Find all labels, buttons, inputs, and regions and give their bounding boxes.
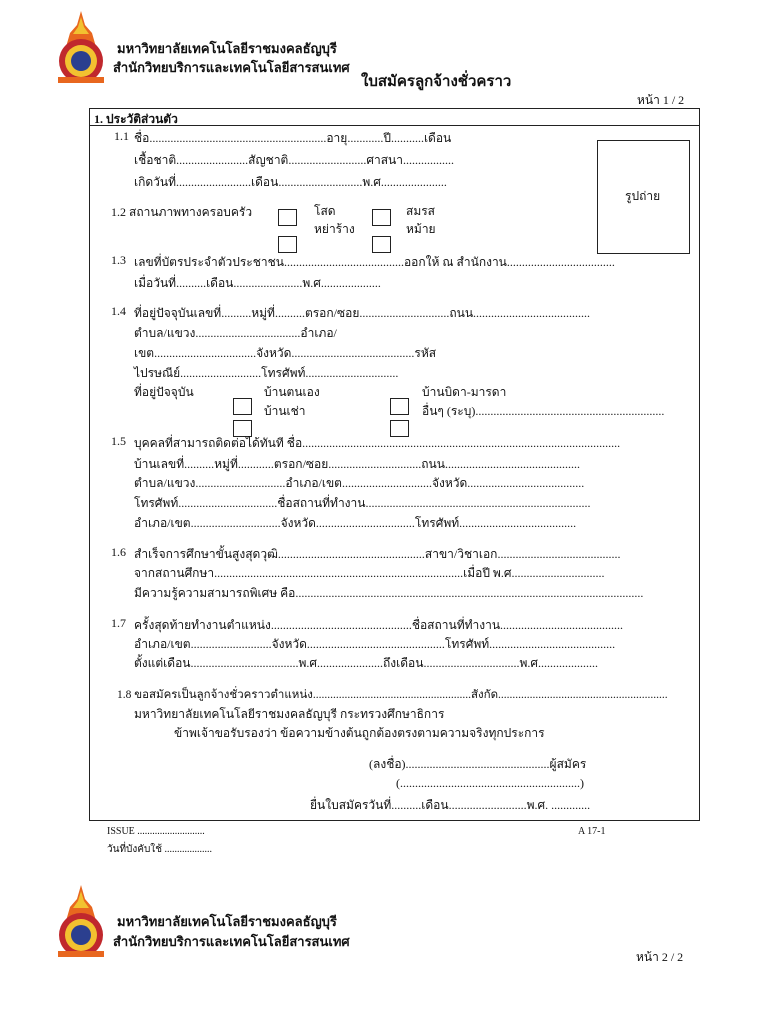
divorced-checkbox[interactable]	[278, 236, 297, 253]
issue-line: ISSUE ...........................	[107, 826, 205, 837]
form-title: ใบสมัครลูกจ้างชั่วคราว	[361, 74, 512, 90]
page-number-page2: หน้า 2 / 2	[636, 950, 684, 964]
effective-date-line: วันที่บังคับใช้ ...................	[107, 844, 212, 855]
parents-house-label: บ้านบิดา-มารดา	[422, 385, 507, 399]
office-name-page2: สำนักวิทยบริการและเทคโนโลยีสารสนเทศ	[113, 934, 350, 949]
single-checkbox[interactable]	[278, 209, 297, 226]
own-house-checkbox[interactable]	[233, 398, 252, 415]
current-address-line[interactable]: ที่อยู่ปัจจุบันเลขที่..........หมู่ที่..........ตรอก/ซอย..............................ถนน.......................................	[134, 306, 591, 320]
last-work-location-line[interactable]: อำเภอ/เขต...........................จังหวัด..............................................โทรศัพท์..........................................	[134, 637, 616, 651]
item-1-3-number: 1.3	[111, 253, 126, 267]
id-issue-date-line[interactable]: เมื่อวันที่..........เดือน.......................พ.ศ....................	[134, 276, 381, 290]
submit-date-line[interactable]: ยื่นใบสมัครวันที่..........เดือน..........................พ.ศ. .............	[310, 798, 591, 812]
item-1-6-number: 1.6	[111, 545, 126, 559]
subdistrict-line[interactable]: ตำบล/แขวง...................................อำเภอ/	[134, 326, 337, 340]
divorced-label: หย่าร้าง	[314, 222, 355, 236]
special-skills-line[interactable]: มีความรู้ความสามารถพิเศษ คือ....................................................................................................................	[134, 586, 644, 600]
section-divider	[89, 125, 700, 126]
education-line[interactable]: สำเร็จการศึกษาขั้นสูงสุดวุฒิ.................................................สาขา/วิชาเอก.........................................	[134, 547, 621, 561]
item-1-4-number: 1.4	[111, 304, 126, 318]
university-logo	[52, 9, 110, 85]
ethnicity-line[interactable]: เชื้อชาติ........................สัญชาติ..........................ศาสนา.................	[134, 153, 454, 167]
contact-phone-line[interactable]: โทรศัพท์.................................ชื่อสถานที่ทำงาน...........................................................................	[134, 496, 591, 510]
single-label: โสด	[314, 204, 336, 218]
name-age-line[interactable]: ชื่อ...........................................................อายุ............ปี...........เดือน	[134, 131, 452, 145]
item-1-5-number: 1.5	[111, 434, 126, 448]
marital-status-label: 1.2 สถานภาพทางครอบครัว	[111, 205, 253, 219]
university-name: มหาวิทยาลัยเทคโนโลยีราชมงคลธัญบุรี	[117, 41, 337, 56]
residence-type-label: ที่อยู่ปัจจุบัน	[134, 385, 194, 399]
widow-checkbox[interactable]	[372, 236, 391, 253]
university-ministry-text: มหาวิทยาลัยเทคโนโลยีราชมงคลธัญบุรี กระทรวงศึกษาธิการ	[134, 707, 445, 721]
document-code: A 17-1	[578, 826, 606, 837]
item-1-7-number: 1.7	[111, 616, 126, 630]
applied-position-line[interactable]: 1.8 ขอสมัครเป็นลูกจ้างชั่วคราวตำแหน่ง.......................................................สังกัด...........................................................	[117, 689, 668, 701]
office-name: สำนักวิทยบริการและเทคโนโลยีสารสนเทศ	[113, 60, 350, 75]
district-province-line[interactable]: เขต..................................จังหวัด.........................................รหัส	[134, 346, 437, 360]
rented-house-label: บ้านเช่า	[264, 404, 306, 418]
university-name-page2: มหาวิทยาลัยเทคโนโลยีราชมงคลธัญบุรี	[117, 914, 337, 929]
postcode-phone-line[interactable]: ไปรษณีย์...........................โทรศัพท์...............................	[134, 366, 399, 380]
university-logo-page2	[52, 883, 110, 959]
birthdate-line[interactable]: เกิดวันที่.........................เดือน............................พ.ศ......................	[134, 175, 447, 189]
emergency-contact-line[interactable]: บุคคลที่สามารถติดต่อได้ทันที ชื่อ..........................................................................................................	[134, 436, 621, 450]
married-label: สมรส	[406, 204, 436, 218]
certification-text: ข้าพเจ้าขอรับรองว่า ข้อความข้างต้นถูกต้องตรงตามความจริงทุกประการ	[174, 726, 545, 740]
contact-address-line[interactable]: บ้านเลขที่..........หมู่ที่............ตรอก/ซอย...............................ถนน.............................................	[134, 457, 580, 471]
id-card-line[interactable]: เลขที่บัตรประจำตัวประชาชน........................................ออกให้ ณ สำนักงาน....................................	[134, 255, 615, 269]
widow-label: หม้าย	[406, 222, 436, 236]
page-number: หน้า 1 / 2	[637, 93, 685, 107]
contact-work-line[interactable]: อำเภอ/เขต..............................จังหวัด.................................โทรศัพท์.......................................	[134, 516, 577, 530]
section-title: 1. ประวัติส่วนตัว	[94, 112, 178, 126]
institution-line[interactable]: จากสถานศึกษา...................................................................................เมื่อปี พ.ศ...............................	[134, 566, 605, 580]
own-house-label: บ้านตนเอง	[264, 385, 320, 399]
parents-house-checkbox[interactable]	[390, 398, 409, 415]
signature-line[interactable]: (ลงชื่อ)................................................ผู้สมัคร	[369, 757, 587, 771]
item-1-1-number: 1.1	[114, 129, 129, 143]
photo-label: รูปถ่าย	[625, 189, 661, 203]
last-position-line[interactable]: ครั้งสุดท้ายทำงานตำแหน่ง...............................................ชื่อสถานที่ทำงาน.........................................	[134, 618, 624, 632]
contact-district-line[interactable]: ตำบล/แขวง..............................อำเภอ/เขต..............................จังหวัด.......................................	[134, 476, 585, 490]
married-checkbox[interactable]	[372, 209, 391, 226]
other-residence-line[interactable]: อื่นๆ (ระบุ)...............................................................	[422, 404, 665, 418]
work-period-line[interactable]: ตั้งแต่เดือน....................................พ.ศ......................ถึงเดือน................................พ.ศ....................	[134, 656, 598, 670]
signature-name-line[interactable]: (............................................................)	[396, 776, 584, 790]
